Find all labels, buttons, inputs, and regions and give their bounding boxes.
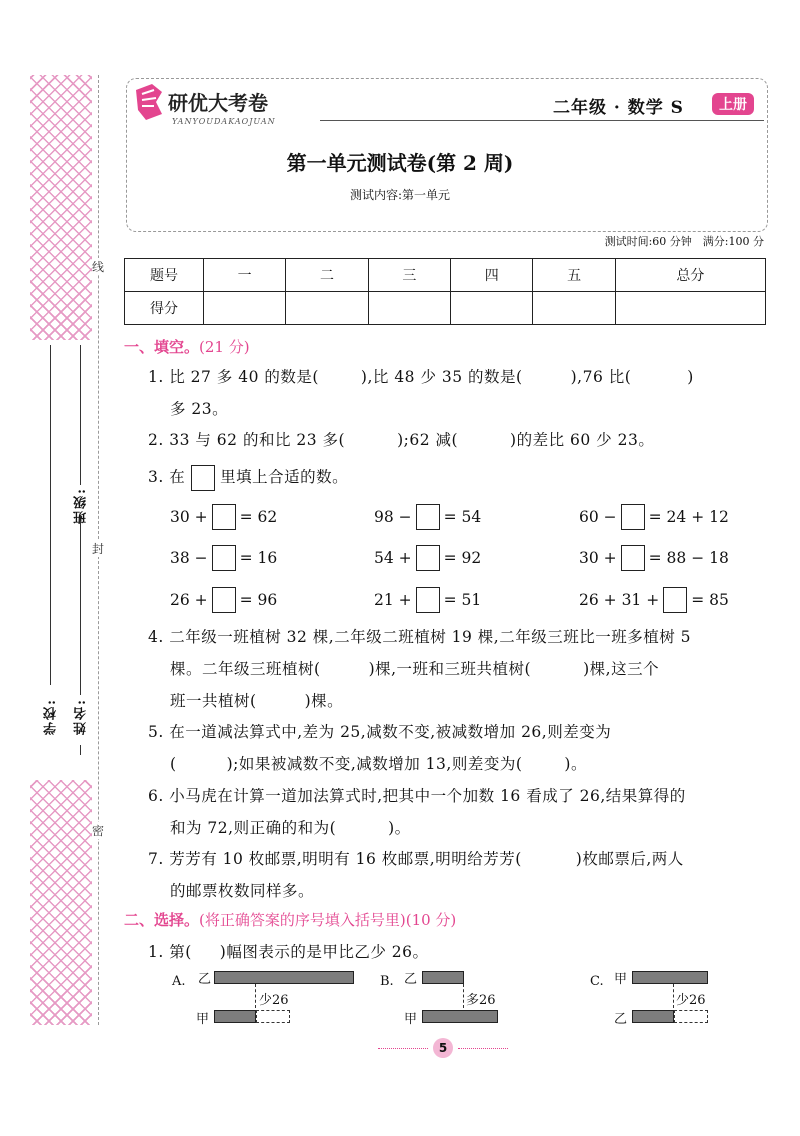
bracket xyxy=(463,984,464,1008)
cut-label-line: 线 xyxy=(92,260,105,274)
eq-right: = 24 + 12 xyxy=(648,508,729,526)
bar-note: 少26 xyxy=(259,993,289,1008)
table-row xyxy=(125,292,766,325)
brand-logo xyxy=(132,80,307,132)
eq-left: 26 + 31 + xyxy=(579,591,660,609)
q-text: )棵。 xyxy=(304,692,344,710)
answer-box[interactable] xyxy=(212,504,236,530)
page-rule-left xyxy=(378,1048,428,1049)
eq-left: 98 − xyxy=(374,508,412,526)
q-text: )。 xyxy=(388,819,411,837)
bar-label-top: 乙 xyxy=(198,972,212,987)
q-text: 3. 在 xyxy=(148,468,186,486)
name-fill-line xyxy=(80,745,81,755)
class-fill-line xyxy=(80,345,81,485)
eq-left: 26 + xyxy=(170,591,208,609)
option-letter: B. xyxy=(380,974,394,989)
equation xyxy=(374,587,481,613)
q-text: )幅图表示的是甲比乙少 26。 xyxy=(219,943,429,961)
eq-left: 30 + xyxy=(579,549,617,567)
score-cell[interactable] xyxy=(615,292,765,325)
score-cell[interactable] xyxy=(204,292,286,325)
equation xyxy=(579,587,729,613)
grade-subject: 二年级 · 数学 S xyxy=(553,98,684,118)
table-cell: 题号 xyxy=(125,259,204,292)
equation xyxy=(170,587,277,613)
equation xyxy=(579,545,729,571)
bar-top xyxy=(632,971,708,984)
eq-right: = 62 xyxy=(239,508,278,526)
answer-box[interactable] xyxy=(416,587,440,613)
q-text: ),76 比( xyxy=(570,368,632,386)
bar-label-bottom: 乙 xyxy=(614,1012,628,1027)
cut-label-secret: 密 xyxy=(92,824,105,838)
q-text: ),比 48 少 35 的数是( xyxy=(360,368,523,386)
question-2 xyxy=(148,424,654,456)
q-text: 和为 72,则正确的和为( xyxy=(170,819,337,837)
bar-label-top: 乙 xyxy=(404,972,418,987)
equation xyxy=(374,545,481,571)
svg-text:研优大考卷: 研优大考卷 xyxy=(168,91,268,115)
q-text: 1. 第( xyxy=(148,943,192,961)
answer-box[interactable] xyxy=(212,545,236,571)
class-label: 班级: xyxy=(74,487,89,524)
page-rule-right xyxy=(458,1048,508,1049)
eq-left: 21 + xyxy=(374,591,412,609)
test-content: 测试内容:第一单元 xyxy=(349,188,451,202)
answer-box[interactable] xyxy=(621,545,645,571)
answer-box[interactable] xyxy=(416,545,440,571)
q-text: 6. 小马虎在计算一道加法算式时,把其中一个加数 16 看成了 26,结果算得的 xyxy=(148,787,686,805)
answer-box[interactable] xyxy=(663,587,687,613)
bar-gap xyxy=(256,1010,290,1023)
option-letter: A. xyxy=(172,974,186,989)
bar-note: 少26 xyxy=(676,993,706,1008)
q-text: 2. 33 与 62 的和比 23 多( xyxy=(148,431,346,449)
bar-label-top: 甲 xyxy=(614,972,628,987)
bar-top xyxy=(422,971,464,984)
side-pattern-top xyxy=(30,75,92,340)
score-cell[interactable] xyxy=(368,292,450,325)
bar-bottom xyxy=(422,1010,498,1023)
option-letter: C. xyxy=(590,974,604,989)
eq-right: = 54 xyxy=(443,508,482,526)
score-cell[interactable] xyxy=(533,292,615,325)
eq-right: = 88 − 18 xyxy=(648,549,729,567)
q-text: )的差比 60 少 23。 xyxy=(510,431,655,449)
q-text: 里填上合适的数。 xyxy=(220,468,349,486)
answer-box[interactable] xyxy=(621,504,645,530)
page-title: 第一单元测试卷(第 2 周) xyxy=(286,151,514,175)
school-label: 学校: xyxy=(44,698,59,735)
q-text: ) xyxy=(687,368,694,386)
equation xyxy=(579,504,729,530)
q-text: );62 减( xyxy=(397,431,459,449)
bracket xyxy=(255,984,256,1008)
section-1-heading xyxy=(124,336,250,357)
name-label: 姓名: xyxy=(74,698,89,735)
eq-right: = 51 xyxy=(443,591,482,609)
bar-gap xyxy=(674,1010,708,1023)
q-text: 班一共植树( xyxy=(170,692,257,710)
bar-bottom xyxy=(214,1010,256,1023)
section-points: (21 分) xyxy=(199,338,250,356)
question-1 xyxy=(148,361,694,425)
section-points: (将正确答案的序号填入括号里)(10 分) xyxy=(199,911,457,929)
table-cell: 二 xyxy=(286,259,368,292)
table-cell: 一 xyxy=(204,259,286,292)
table-row xyxy=(125,259,766,292)
volume-badge: 上册 xyxy=(712,93,754,115)
table-cell: 三 xyxy=(368,259,450,292)
equation xyxy=(170,545,277,571)
score-cell[interactable] xyxy=(286,292,368,325)
q-text: 4. 二年级一班植树 32 棵,二年级二班植树 19 棵,二年级三班比一班多植树 5 xyxy=(148,628,692,646)
question-6 xyxy=(148,780,686,844)
eq-left: 30 + xyxy=(170,508,208,526)
bar-top xyxy=(214,971,354,984)
side-pattern-bottom xyxy=(30,780,92,1025)
eq-right: = 85 xyxy=(691,591,729,609)
choice-question-1 xyxy=(148,936,428,968)
section-2-heading xyxy=(124,909,456,930)
section-title: 二、选择。 xyxy=(124,911,200,929)
eq-left: 54 + xyxy=(374,549,412,567)
example-box xyxy=(191,465,215,491)
equation xyxy=(374,504,481,530)
q-text: )棵,一班和三班共植树( xyxy=(368,660,532,678)
cut-label-seal: 封 xyxy=(92,542,105,556)
table-cell: 四 xyxy=(451,259,533,292)
q-text: 1. 比 27 多 40 的数是( xyxy=(148,368,319,386)
q-text: 5. 在一道减法算式中,差为 25,减数不变,被减数增加 26,则差变为 xyxy=(148,723,612,741)
bar-bottom xyxy=(632,1010,674,1023)
equation xyxy=(170,504,277,530)
eq-left: 60 − xyxy=(579,508,617,526)
test-meta: 测试时间:60 分钟 满分:100 分 xyxy=(604,235,764,248)
bar-label-bottom: 甲 xyxy=(404,1012,418,1027)
table-cell: 总分 xyxy=(615,259,765,292)
bracket xyxy=(673,984,674,1008)
q-text: 棵。二年级三班植树( xyxy=(170,660,321,678)
question-4 xyxy=(148,621,691,717)
class-fill-line-2 xyxy=(80,515,81,695)
svg-text:YANYOUDAKAOJUAN: YANYOUDAKAOJUAN xyxy=(172,117,276,126)
header-rule xyxy=(320,120,764,121)
question-5 xyxy=(148,716,611,780)
page-number: 5 xyxy=(433,1038,453,1058)
question-3 xyxy=(148,461,348,493)
section-title: 一、填空。 xyxy=(124,338,200,356)
q-text: 的邮票枚数同样多。 xyxy=(170,882,315,900)
q-text: );如果被减数不变,减数增加 13,则差变为( xyxy=(226,755,523,773)
eq-right: = 92 xyxy=(443,549,482,567)
q-text: )棵,这三个 xyxy=(583,660,660,678)
question-7 xyxy=(148,843,684,907)
eq-left: 38 − xyxy=(170,549,208,567)
answer-box[interactable] xyxy=(416,504,440,530)
q-text: )枚邮票后,两人 xyxy=(575,850,684,868)
school-fill-line xyxy=(50,345,51,685)
q-text: ( xyxy=(170,755,177,773)
eq-right: = 96 xyxy=(239,591,278,609)
q-text: 7. 芳芳有 10 枚邮票,明明有 16 枚邮票,明明给芳芳( xyxy=(148,850,522,868)
q-text: 多 23。 xyxy=(170,400,229,418)
q-text: )。 xyxy=(564,755,587,773)
eq-right: = 16 xyxy=(239,549,278,567)
bar-note: 多26 xyxy=(466,993,496,1008)
score-table xyxy=(124,258,766,325)
bar-label-bottom: 甲 xyxy=(196,1012,210,1027)
answer-box[interactable] xyxy=(212,587,236,613)
score-cell[interactable] xyxy=(451,292,533,325)
table-cell: 五 xyxy=(533,259,615,292)
table-cell: 得分 xyxy=(125,292,204,325)
